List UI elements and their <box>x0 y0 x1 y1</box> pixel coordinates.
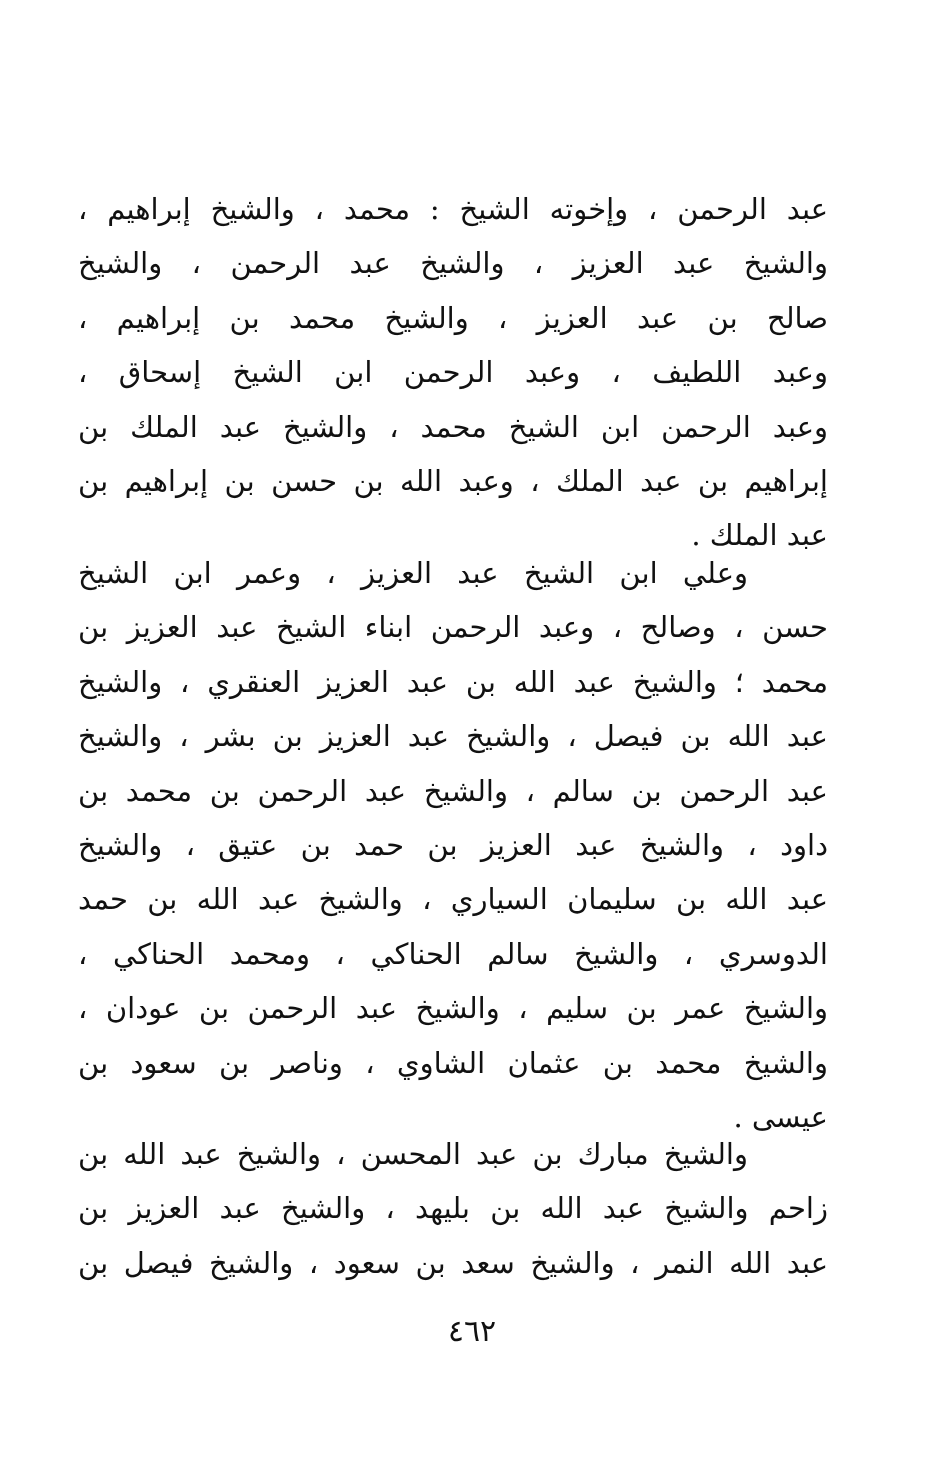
text-line: حسن ، وصالح ، وعبد الرحمن ابناء الشيخ عبد العزيز بن <box>78 610 828 645</box>
text-line: عيسى . <box>733 1099 828 1134</box>
text-line: عبد الرحمن بن سالم ، والشيخ عبد الرحمن بن محمد بن <box>78 773 828 808</box>
text-line: زاحم والشيخ عبد الله بن بليهد ، والشيخ عبد العزيز بن <box>78 1191 828 1226</box>
text-line: عبد الله النمر ، والشيخ سعد بن سعود ، والشيخ فيصل بن <box>78 1245 828 1280</box>
text-line: والشيخ محمد بن عثمان الشاوي ، وناصر بن سعود بن <box>78 1045 828 1080</box>
paragraph-3 <box>78 1127 828 1290</box>
text-line: والشيخ عمر بن سليم ، والشيخ عبد الرحمن بن عودان ، <box>78 991 828 1026</box>
text-line: إبراهيم بن عبد الملك ، وعبد الله بن حسن بن إبراهيم بن <box>78 463 828 498</box>
paragraph-1 <box>78 182 828 563</box>
text-line: محمد ؛ والشيخ عبد الله بن عبد العزيز العنقري ، والشيخ <box>78 664 828 699</box>
text-line: وعبد اللطيف ، وعبد الرحمن ابن الشيخ إسحاق ، <box>78 355 828 390</box>
paragraph-2 <box>78 546 828 1144</box>
text-line: صالح بن عبد العزيز ، والشيخ محمد بن إبراهيم ، <box>78 300 828 335</box>
text-line: داود ، والشيخ عبد العزيز بن حمد بن عتيق ، والشيخ <box>78 827 828 862</box>
text-line: عبد الله بن فيصل ، والشيخ عبد العزيز بن بشر ، والشيخ <box>78 719 828 754</box>
text-line: وعبد الرحمن ابن الشيخ محمد ، والشيخ عبد الملك بن <box>78 409 828 444</box>
text-line: عبد الرحمن ، وإخوته الشيخ : محمد ، والشيخ إبراهيم ، <box>78 192 828 226</box>
text-line: عبد الملك . <box>691 518 828 553</box>
text-line: وعلي ابن الشيخ عبد العزيز ، وعمر ابن الشيخ <box>78 556 748 590</box>
text-line: الدوسري ، والشيخ سالم الحناكي ، ومحمد الحناكي ، <box>78 936 828 971</box>
text-line: والشيخ عبد العزيز ، والشيخ عبد الرحمن ، والشيخ <box>78 246 828 281</box>
page-number: ٤٦٢ <box>447 1314 497 1349</box>
text-line: والشيخ مبارك بن عبد المحسن ، والشيخ عبد الله بن <box>78 1137 748 1171</box>
text-line: عبد الله بن سليمان السياري ، والشيخ عبد الله بن حمد <box>78 882 828 917</box>
